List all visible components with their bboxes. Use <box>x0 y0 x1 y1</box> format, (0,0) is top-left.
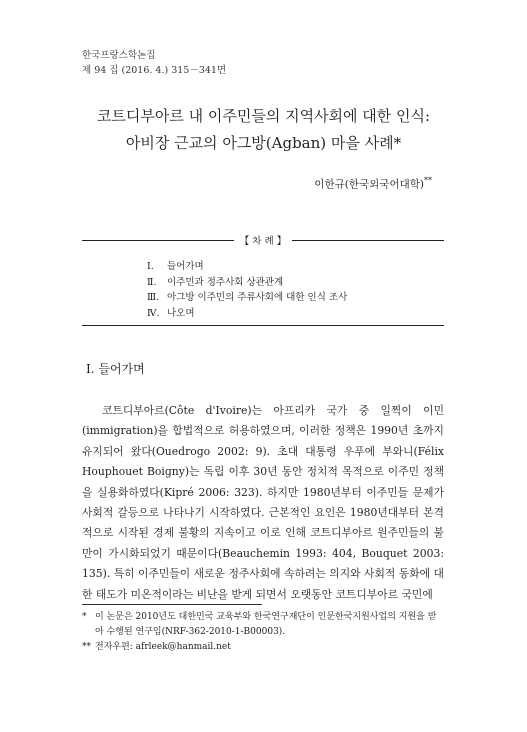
toc-item-number: Ⅳ. <box>147 307 160 319</box>
toc-item-number: Ⅱ. <box>147 276 157 288</box>
toc-item-label: 아그방 이주민의 주류사회에 대한 인식 조사 <box>167 292 348 303</box>
toc-item-label: 이주민과 정주사회 상관관계 <box>167 276 284 288</box>
issue-info: 제 94 집 (2016. 4.) 315－341면 <box>82 65 227 76</box>
footnote <box>82 640 444 655</box>
footnote-text: 전자우편: afrleek@hanmail.net <box>95 642 231 652</box>
footnote-mark: * <box>82 612 87 622</box>
toc-item <box>147 259 347 275</box>
journal-name: 한국프랑스학논집 <box>82 50 156 61</box>
toc-item-number: Ⅲ. <box>147 292 160 303</box>
toc-heading: 【 차 례 】 <box>234 236 292 247</box>
toc-item <box>147 275 347 291</box>
toc-item <box>147 306 347 322</box>
footnote-mark: ** <box>82 642 91 652</box>
toc-item <box>147 290 347 306</box>
section-heading: Ⅰ. 들어가며 <box>86 362 145 376</box>
footnote-text: 이 논문은 2010년도 대한민국 교육부와 한국연구재단이 인문한국지원사업의 지원을 받아 수행된 연구임(NRF-362-2010-1-B00003). <box>95 612 437 637</box>
toc-item-label: 들어가며 <box>167 261 204 272</box>
body-paragraph: 코트디부아르(Côte d'Ivoire)는 아프리카 국가 중 일찍이 이민(immigration)을 합법적으로 허용하였으며, 이러한 정책은 1990년 초까지 유지되어 왔다(Ouedrogo 2002: 9). 초대 대통령 우푸에 부와니(Félix Houphouet Boigny)는 독립 이후 30년 동안 정치적 목적으로 이주민 정책을 실용화하였다(Kipré 2006: 323). 하지만 1980년부터 이주민들 문제가 사회적 갈등으로 나타나기 시작하였다. 근본적인 요인은 1980년대부터 본격적으로 시작된 경제 불황의 지속이고 이로 인해 코트디부아르 원주민들의 불만이 가시화되었기 때문이다(Beauchemin 1993: 404, Bouquet 2003: 135). 특히 이주민들이 새로운 정주사회에 속하려는 의지와 사회적 동화에 대한 태도가 미온적이라는 비난을 받게 되면서 오랫동안 코트디부아르 국민에 <box>82 404 444 601</box>
journal-header <box>82 48 226 78</box>
toc-list <box>147 259 347 321</box>
footnote-divider <box>82 604 262 605</box>
author-line <box>314 176 432 192</box>
title-line-1: 코트디부아르 내 이주민들의 지역사회에 대한 인식: <box>96 107 431 125</box>
toc-item-number: Ⅰ. <box>147 261 154 272</box>
paper-title <box>0 103 527 157</box>
table-of-contents <box>82 236 444 326</box>
author-mark: ** <box>424 176 432 185</box>
footnote <box>82 610 444 640</box>
title-line-2: 아비장 근교의 아그방(Agban) 마을 사례* <box>125 134 402 152</box>
toc-item-label: 나오며 <box>167 307 195 319</box>
footnotes <box>82 610 444 655</box>
author-name: 이한규(한국외국어대학) <box>314 178 424 191</box>
